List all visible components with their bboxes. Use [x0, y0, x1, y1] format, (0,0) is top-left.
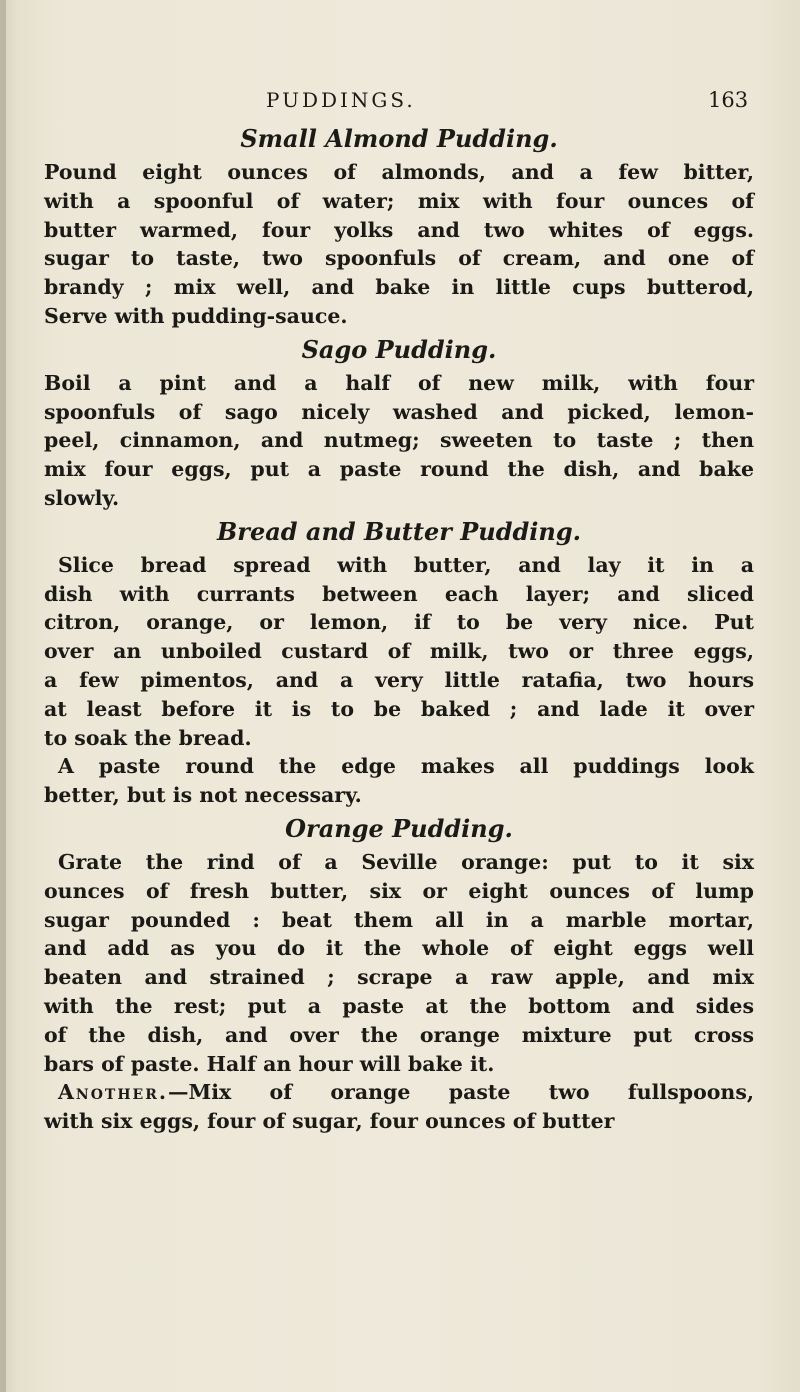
text-line: over an unboiled custard of milk, two or three eggs, [44, 639, 754, 664]
running-head [0, 88, 800, 118]
another-text: —Mix of orange paste two fullspoons, [168, 1080, 754, 1105]
text-line: sugar to taste, two spoonfuls of cream, and one of [44, 246, 754, 271]
text-line: beaten and strained ; scrape a raw apple, and mix [44, 965, 754, 990]
text-line: and add as you do it the whole of eight eggs well [44, 936, 754, 961]
recipe-heading: Sago Pudding. [301, 334, 497, 364]
text-line: Boil a pint and a half of new milk, with four [44, 370, 754, 395]
text-line: at least before it is to be baked ; and lade it over [44, 696, 754, 721]
text-line: slowly. [44, 485, 120, 510]
text-line: with a spoonful of water; mix with four ounces of [44, 188, 754, 213]
text-line: better, but is not necessary. [44, 783, 362, 808]
text-line: Pound eight ounces of almonds, and a few bitter, [44, 160, 754, 184]
text-line: bars of paste. Half an hour will bake it. [44, 1051, 495, 1076]
text-line: A paste round the edge makes all puddings look [58, 754, 754, 779]
text-line: sugar pounded : beat them all in a marble mortar, [44, 907, 754, 932]
recipe-heading: Orange Pudding. [285, 813, 513, 843]
recipe-heading: Small Almond Pudding. [240, 124, 558, 153]
text-line: Slice bread spread with butter, and lay it in a [58, 552, 754, 577]
page-gutter [0, 0, 6, 1392]
text-line: Grate the rind of a Seville orange: put to it six [58, 849, 754, 874]
text-line: peel, cinnamon, and nutmeg; sweeten to taste ; then [44, 428, 754, 453]
page-text [44, 120, 754, 1136]
text-line: a few pimentos, and a very little ratafia, two hours [44, 667, 754, 692]
text-line: Serve with pudding-sauce. [44, 303, 348, 328]
recipe-bread-and-butter-pudding [44, 513, 754, 810]
text-line [44, 1078, 754, 1107]
text-line: dish with currants between each layer; and sliced [44, 581, 754, 606]
text-line: spoonfuls of sago nicely washed and picked, lemon- [44, 399, 754, 424]
text-line: to soak the bread. [44, 725, 252, 750]
text-line: citron, orange, or lemon, if to be very nice. Put [44, 610, 754, 635]
recipe-orange-pudding [44, 810, 754, 1136]
text-line: ounces of fresh butter, six or eight ounces of lump [44, 878, 754, 903]
recipe-small-almond-pudding [44, 120, 754, 331]
text-line: of the dish, and over the orange mixture put cross [44, 1022, 754, 1047]
page-number: 163 [708, 88, 749, 112]
running-title: PUDDINGS. [266, 88, 416, 112]
text-line: brandy ; mix well, and bake in little cups butterod, [44, 275, 754, 300]
recipe-heading: Bread and Butter Pudding. [217, 516, 581, 546]
another-label: Another. [58, 1080, 168, 1105]
text-line: mix four eggs, put a paste round the dish, and bake [44, 457, 754, 482]
text-line: with six eggs, four of sugar, four ounces of butter [44, 1109, 615, 1134]
text-line: butter warmed, four yolks and two whites of eggs. [44, 217, 754, 242]
recipe-sago-pudding [44, 331, 754, 513]
text-line: with the rest; put a paste at the bottom and sides [44, 993, 754, 1018]
